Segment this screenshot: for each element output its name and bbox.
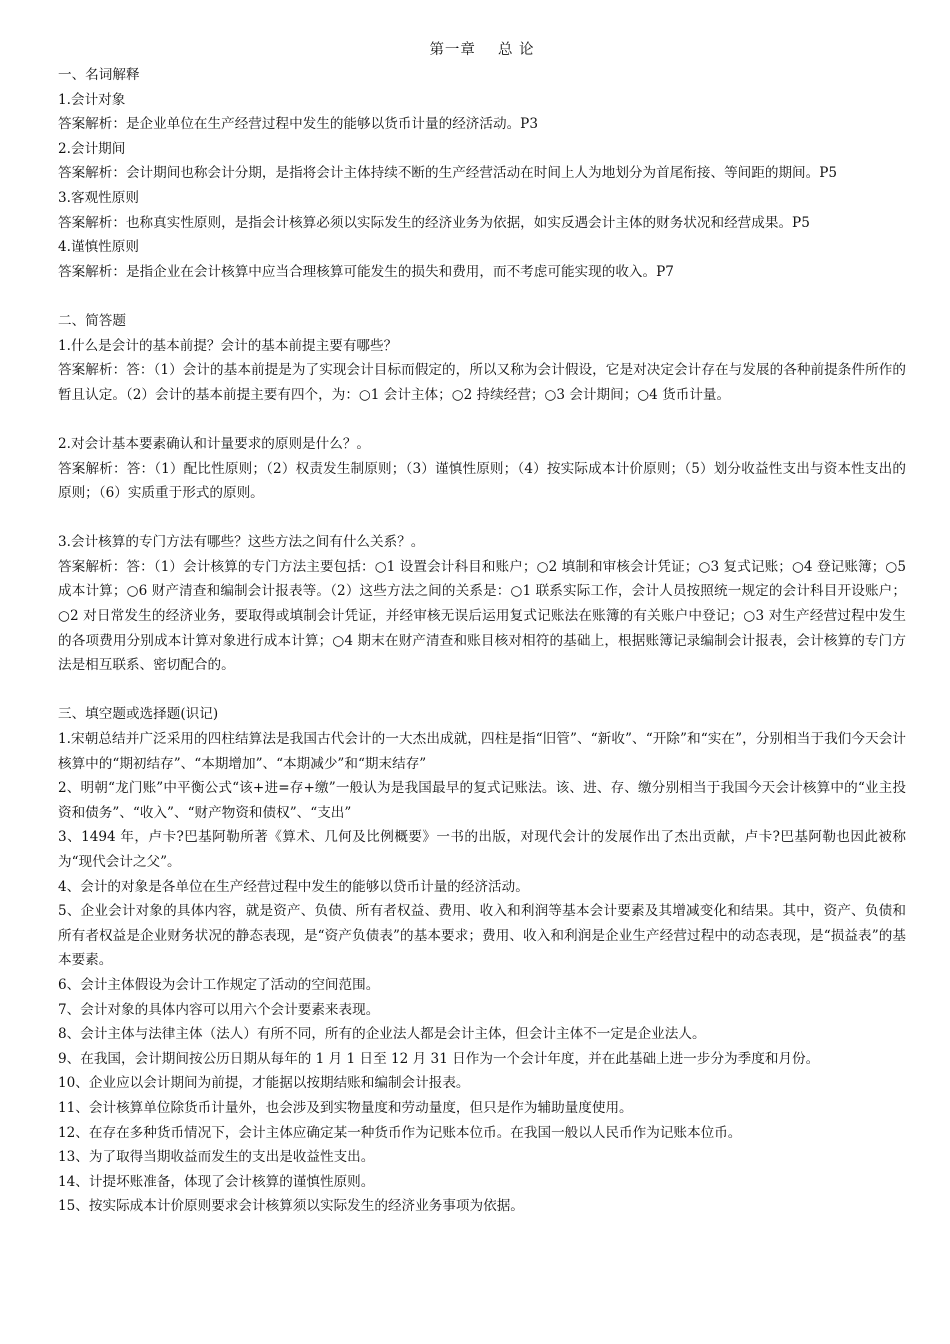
list-item: 8、会计主体与法律主体（法人）有所不同，所有的企业法人都是会计主体，但会计主体不一定是企业法人。 [58, 1026, 706, 1043]
answer: 答案解析：答：（1）会计核算的专门方法主要包括：○1 设置会计科目和账户；○2 填制和审核会计凭证；○3 复式记账；○4 登记账簿；○5 成本计算；○6 财产清查和编制会计报表等。（2）这些方法之间的关系是：○1 联系实际工作，会计人员按照统一规定的会计科目开设账户；○2 对日常发生的经济业务，要取得或填制会计凭证，并经审核无误后运用复式记账法在账簿的有关账户中登记；○3 对生产经营过程中发生的各项费用分别成本计算对象进行成本计算；○4 期末在财产清查和账目核对相符的基础上，根据账簿记录编制会计报表，会计核算的专门方法是相互联系、密切配合的。 [58, 558, 906, 674]
chapter-title [58, 38, 906, 63]
chapter-number: 第一章 [429, 42, 476, 58]
answer: 答案解析：也称真实性原则，是指会计核算必须以实际发生的经济业务为依据，如实反遇会计主体的财务状况和经营成果。P5 [58, 214, 810, 231]
spacer [58, 506, 906, 531]
list-item: 10、企业应以会计期间为前提，才能据以按期结账和编制会计报表。 [58, 1075, 470, 1092]
answer: 答案解析：是企业单位在生产经营过程中发生的能够以货币计量的经济活动。P3 [58, 116, 538, 133]
list-item: 11、会计核算单位除货币计量外，也会涉及到实物量度和劳动量度，但只是作为辅助量度使用。 [58, 1099, 633, 1116]
answer: 答案解析：会计期间也称会计分期，是指将会计主体持续不断的生产经营活动在时间上人为地划分为首尾衔接、等间距的期间。P5 [58, 165, 838, 182]
list-item: 12、在存在多种货币情况下，会计主体应确定某一种货币作为记账本位币。在我国一般以人民币作为记账本位币。 [58, 1124, 742, 1141]
list-item: 14、计提坏账准备，体现了会计核算的谨慎性原则。 [58, 1173, 375, 1190]
term: 3.客观性原则 [58, 189, 139, 206]
spacer [58, 407, 906, 432]
question: 3.会计核算的专门方法有哪些？这些方法之间有什么关系？。 [58, 534, 425, 551]
list-item: 2、明朝“龙门账”中平衡公式“该+进=存+缴”一般认为是我国最早的复式记账法。该、进、存、缴分别相当于我国今天会计核算中的“业主投资和债务”、“收入”、“财产物资和债权”、“支出” [58, 780, 906, 821]
term: 4.谨慎性原则 [58, 239, 139, 256]
list-item: 3、1494 年，卢卡?巴基阿勒所著《算术、几何及比例概要》一书的出版，对现代会计的发展作出了杰出贡献，卢卡?巴基阿勒也因此被称为“现代会计之父”。 [58, 829, 906, 870]
section-heading: 二、简答题 [58, 312, 126, 329]
list-item: 15、按实际成本计价原则要求会计核算须以实际发生的经济业务事项为依据。 [58, 1198, 524, 1215]
list-item: 6、会计主体假设为会计工作规定了活动的空间范围。 [58, 976, 380, 993]
section-heading: 三、填空题或选择题(识记) [58, 706, 219, 723]
list-item: 13、为了取得当期收益而发生的支出是收益性支出。 [58, 1149, 375, 1166]
answer: 答案解析：答：（1）配比性原则；（2）权责发生制原则；（3）谨慎性原则；（4）按实际成本计价原则；（5）划分收益性支出与资本性支出的原则；（6）实质重于形式的原则。 [58, 460, 906, 502]
list-item: 1.宋朝总结并广泛采用的四柱结算法是我国古代会计的一大杰出成就，四柱是指“旧管”、“新收”、“开除”和“实在”，分别相当于我们今天会计核算中的“期初结存”、“本期增加”、“本期减少”和“期末结存” [58, 731, 906, 772]
section-heading: 一、名词解释 [58, 67, 140, 83]
list-item: 9、在我国，会计期间按公历日期从每年的 1 月 1 日至 12 月 31 日作为一个会计年度，并在此基础上进一步分为季度和月份。 [58, 1050, 820, 1067]
term: 2.会计期间 [58, 140, 126, 157]
question: 1.什么是会计的基本前提？会计的基本前提主要有哪些？ [58, 337, 398, 354]
spacer [58, 284, 906, 309]
list-item: 4、会计的对象是各单位在生产经营过程中发生的能够以贷币计量的经济活动。 [58, 878, 529, 895]
list-item: 5、企业会计对象的具体内容，就是资产、负债、所有者权益、费用、收入和利润等基本会计要素及其增减变化和结果。其中，资产、负债和所有者权益是企业财务状况的静态表现，是“资产负债表”的基本要求；费用、收入和利润是企业生产经营过程中的动态表现，是“损益表”的基本要素。 [58, 903, 906, 969]
document-page [58, 38, 906, 1219]
answer: 答案解析：是指企业在会计核算中应当合理核算可能发生的损失和费用，而不考虑可能实现的收入。P7 [58, 263, 674, 280]
chapter-name: 总 论 [497, 42, 535, 58]
question: 2.对会计基本要素确认和计量要求的原则是什么？。 [58, 435, 371, 452]
term: 1.会计对象 [58, 91, 126, 108]
spacer [58, 678, 906, 703]
answer: 答案解析：答：（1）会计的基本前提是为了实现会计目标而假定的，所以又称为会计假设，它是对决定会计存在与发展的各种前提条件所作的暂且认定。（2）会计的基本前提主要有四个，为：○1 会计主体；○2 持续经营；○3 会计期间；○4 货币计量。 [58, 362, 906, 403]
list-item: 7、会计对象的具体内容可以用六个会计要素来表现。 [58, 1001, 380, 1018]
